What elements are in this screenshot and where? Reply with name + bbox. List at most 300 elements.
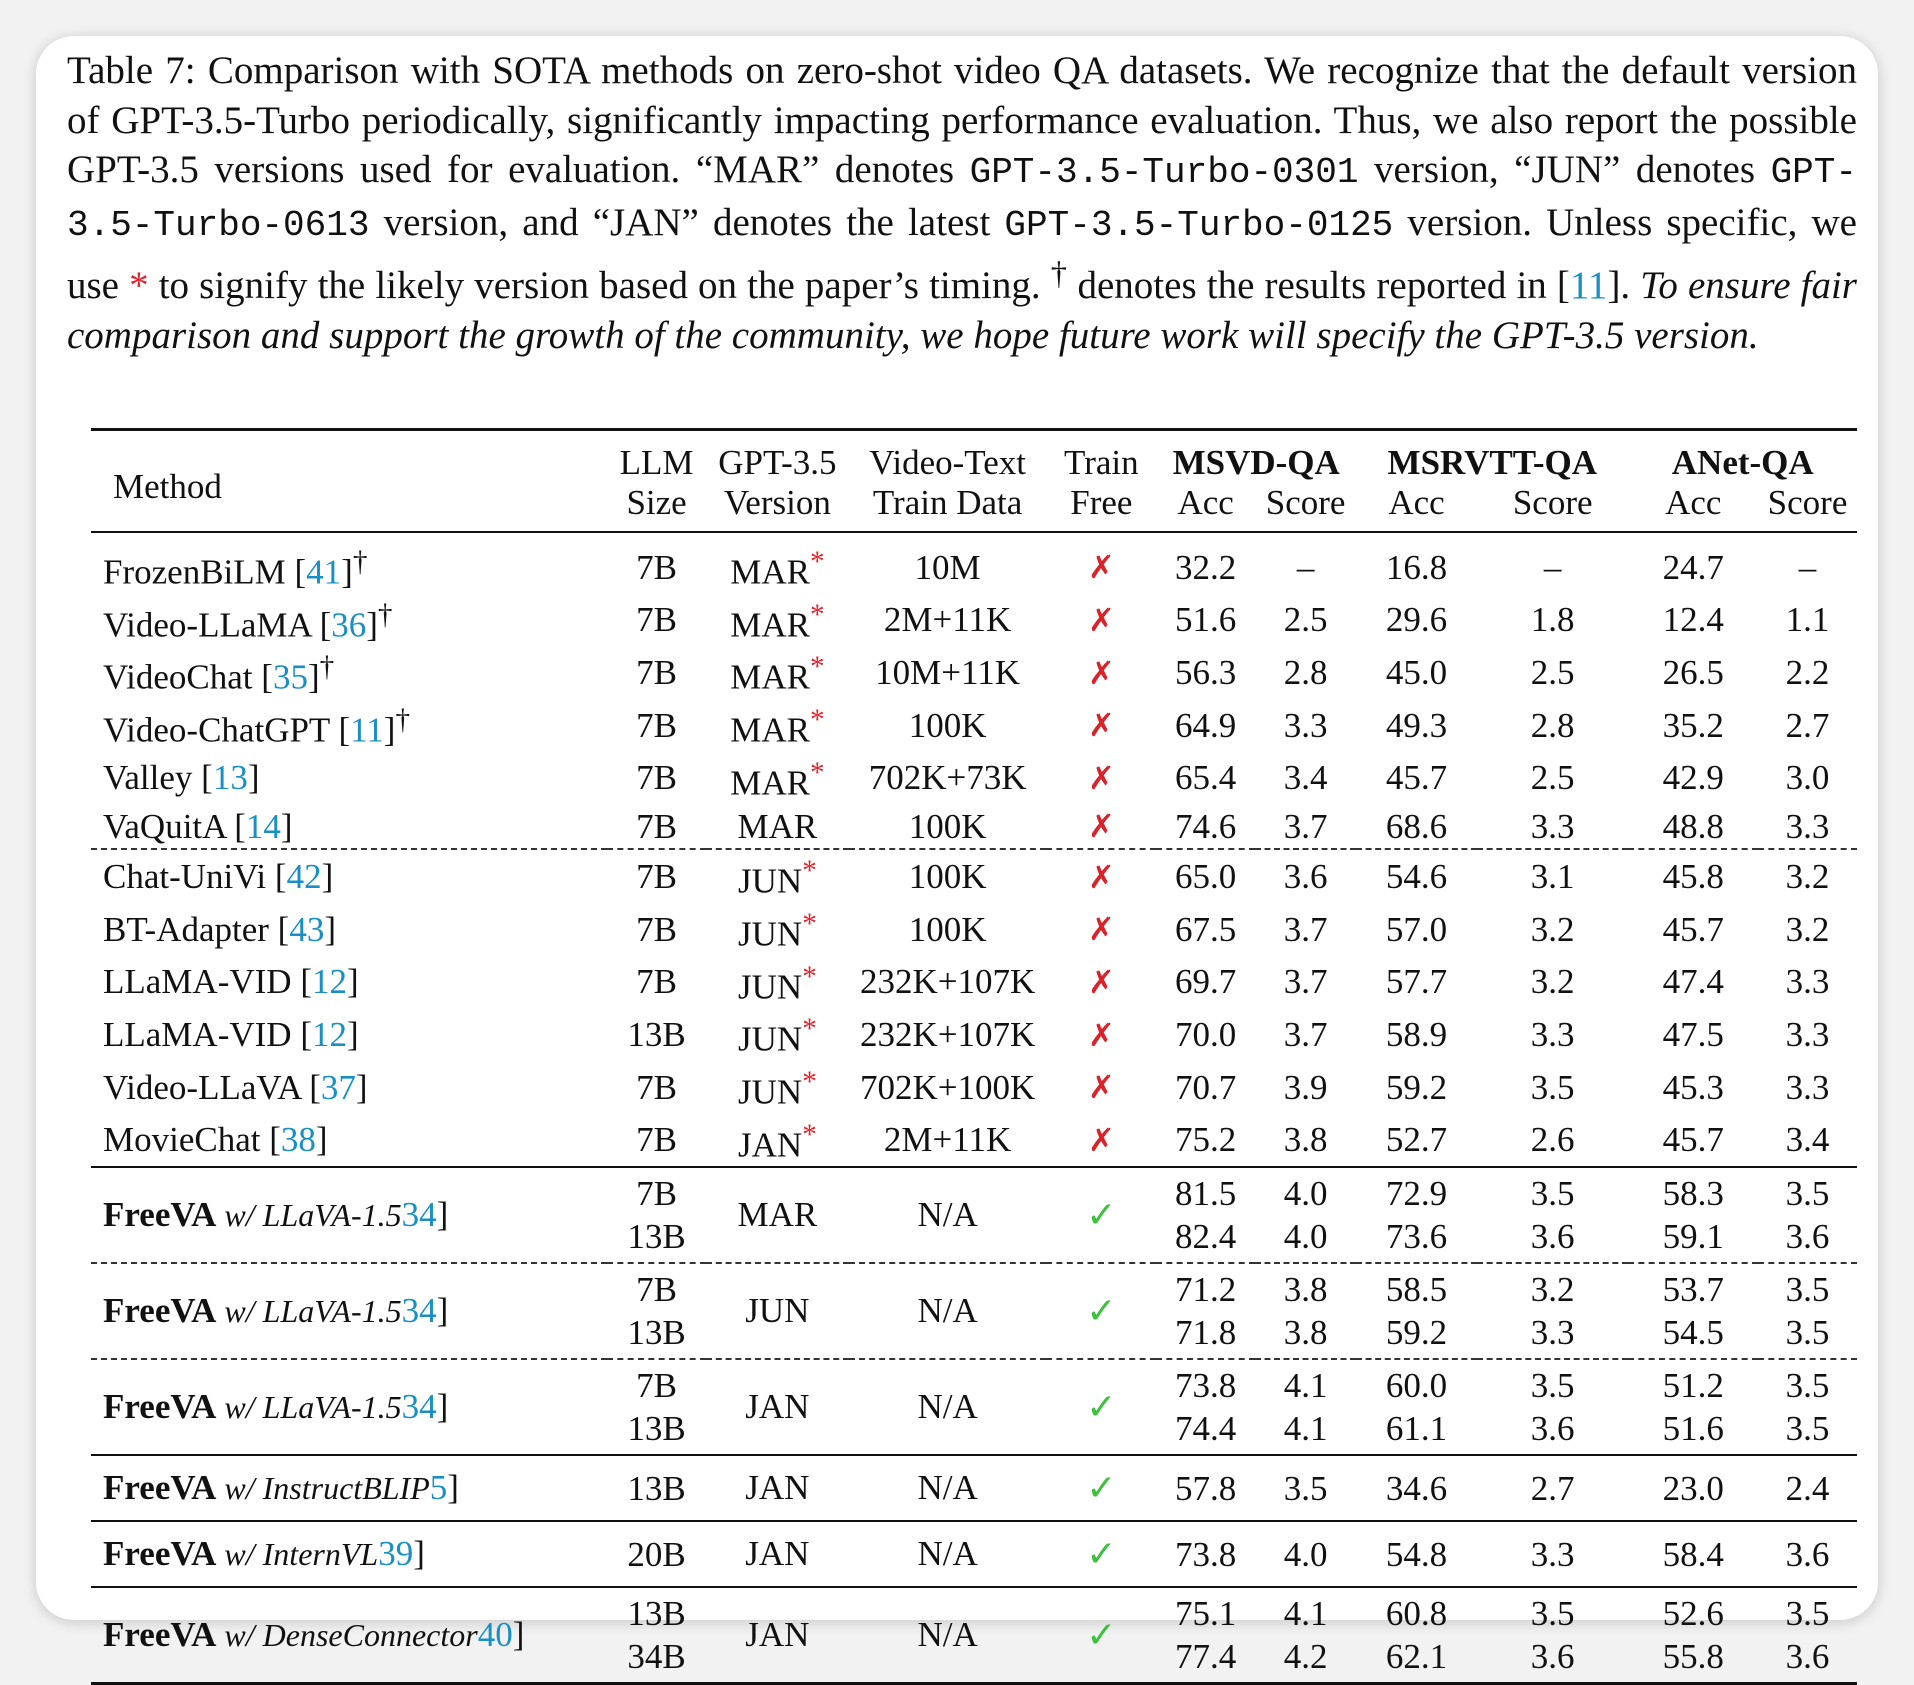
- cross-icon: ✗: [1087, 857, 1115, 896]
- method-cell: [91, 849, 607, 903]
- acc-value: 67.5: [1175, 909, 1237, 949]
- metric-value: 3.5: [1785, 1366, 1830, 1406]
- bracket: ]: [247, 758, 260, 798]
- score-value: 3.3: [1283, 705, 1328, 745]
- metric-value: 3.6: [1785, 1637, 1830, 1677]
- metric-value: 58.5: [1385, 1270, 1448, 1310]
- star-symbol: *: [802, 907, 817, 940]
- caption-text: denotes the results reported in [: [1067, 264, 1570, 307]
- size-value: 7B: [636, 1174, 678, 1214]
- metric-value: 61.1: [1385, 1409, 1448, 1449]
- train-free-cell: [1046, 1008, 1156, 1061]
- train-free-cell: [1046, 1167, 1156, 1263]
- metric-value: 3.6: [1530, 1637, 1575, 1677]
- version-label: MAR: [730, 710, 810, 750]
- citation-link[interactable]: 42: [286, 857, 322, 897]
- acc-value: 70.0: [1175, 1015, 1237, 1055]
- acc-value: 26.5: [1662, 653, 1724, 693]
- bracket: ]: [307, 657, 320, 697]
- acc-value: 56.3: [1175, 653, 1237, 693]
- version-label: JUN: [738, 1072, 803, 1112]
- score-value: [1255, 1263, 1356, 1359]
- cross-icon: ✗: [1087, 962, 1115, 1001]
- bracket: ]: [413, 1534, 425, 1574]
- acc-value: 42.9: [1662, 758, 1724, 798]
- metric-value: 81.5: [1175, 1174, 1237, 1214]
- method-name: BT-Adapter: [103, 909, 278, 949]
- score-value: [1758, 1263, 1857, 1359]
- method-name: LLaMA-VID: [103, 962, 301, 1002]
- train-data: 702K+73K: [868, 758, 1027, 798]
- star-symbol: *: [802, 1065, 817, 1098]
- metric-value: 59.1: [1662, 1217, 1724, 1257]
- train-data: 2M+11K: [883, 600, 1012, 640]
- llm-size: 7B: [636, 547, 678, 587]
- citation-link[interactable]: 39: [378, 1534, 414, 1574]
- score-value: [1477, 1359, 1629, 1455]
- score-value: 3.3: [1785, 1015, 1830, 1055]
- metric-value: 51.6: [1662, 1409, 1724, 1449]
- acc-value: 74.6: [1175, 806, 1237, 846]
- table-row: [91, 1061, 1857, 1114]
- check-icon: ✓: [1086, 1386, 1117, 1428]
- dagger-symbol: †: [1050, 256, 1068, 292]
- method-cell: [91, 594, 607, 647]
- cross-icon: ✗: [1087, 1068, 1115, 1107]
- metric-value: 54.8: [1385, 1534, 1448, 1574]
- method-cell: [91, 804, 607, 849]
- bracket: [: [309, 1067, 321, 1107]
- acc-value: 45.7: [1662, 1120, 1724, 1160]
- star-symbol: *: [129, 264, 149, 307]
- version-label: JUN: [738, 914, 803, 954]
- star-symbol: *: [809, 756, 825, 789]
- metric-value: 4.2: [1283, 1637, 1328, 1677]
- method-with: w/ LLaVA-1.5: [216, 1293, 402, 1330]
- llm-size: 7B: [636, 705, 678, 745]
- gpt-version: MAR: [706, 1167, 849, 1263]
- cross-icon: ✗: [1087, 653, 1115, 692]
- acc-value: 54.6: [1356, 849, 1477, 903]
- cross-icon: ✗: [1087, 910, 1115, 949]
- metric-value: 3.8: [1283, 1270, 1328, 1310]
- gpt-version: JAN: [706, 1521, 849, 1587]
- cross-icon: ✗: [1087, 548, 1115, 587]
- metric-value: 71.8: [1175, 1313, 1237, 1353]
- header-acc: Acc: [1665, 483, 1722, 522]
- train-data: 2M+11K: [883, 1120, 1012, 1160]
- score-value: [1255, 1521, 1356, 1587]
- score-value: 2.5: [1530, 653, 1575, 693]
- method-name: FreeVA: [103, 1468, 217, 1508]
- llm-size: [607, 1521, 706, 1587]
- train-data: N/A: [849, 1167, 1047, 1263]
- train-free-cell: [1046, 1455, 1156, 1521]
- acc-value: [1356, 1167, 1477, 1263]
- score-value: 2.8: [1530, 705, 1575, 745]
- header-msrvtt: MSRVTT-QA: [1387, 443, 1597, 482]
- method-name: Video-LLaVA: [103, 1067, 310, 1107]
- method-with: w/ LLaVA-1.5: [216, 1389, 402, 1426]
- gpt-version: JUN: [706, 1263, 849, 1359]
- method-cell: [91, 956, 607, 1009]
- check-icon: ✓: [1086, 1614, 1117, 1656]
- score-value: [1255, 1359, 1356, 1455]
- table-row: [91, 646, 1857, 699]
- gpt-version: [706, 903, 849, 956]
- acc-value: 35.2: [1662, 705, 1724, 745]
- train-free-cell: [1046, 1263, 1156, 1359]
- gpt-version: [706, 752, 849, 805]
- train-data: 10M: [914, 547, 981, 587]
- score-value: –: [1798, 547, 1817, 587]
- gpt-version: [706, 1061, 849, 1114]
- llm-size: [607, 1587, 706, 1684]
- train-data: N/A: [849, 1455, 1047, 1521]
- acc-value: 12.4: [1662, 600, 1724, 640]
- bracket: [: [338, 710, 351, 750]
- table-row: [91, 594, 1857, 647]
- citation-link[interactable]: 41: [306, 552, 342, 592]
- citation-link[interactable]: 12: [311, 962, 347, 1002]
- size-value: 13B: [627, 1409, 686, 1449]
- bracket: [: [234, 806, 246, 846]
- train-free-cell: [1046, 1114, 1156, 1168]
- score-value: [1758, 1521, 1857, 1587]
- table-row: [91, 1587, 1857, 1684]
- score-value: 3.2: [1530, 962, 1575, 1002]
- method-name: FreeVA: [103, 1615, 217, 1655]
- score-value: [1758, 1455, 1857, 1521]
- acc-value: 52.7: [1385, 1120, 1448, 1160]
- score-value: 3.2: [1758, 849, 1857, 903]
- table-row: [91, 903, 1857, 956]
- citation-link[interactable]: 5: [429, 1468, 448, 1508]
- star-symbol: *: [802, 1013, 817, 1046]
- size-value: 13B: [627, 1217, 686, 1257]
- score-value: 2.6: [1530, 1120, 1575, 1160]
- acc-value: 45.7: [1385, 758, 1448, 798]
- metric-value: 4.0: [1283, 1174, 1328, 1214]
- metric-value: 3.5: [1785, 1174, 1830, 1214]
- acc-value: 57.0: [1385, 909, 1448, 949]
- method-name: Valley: [103, 758, 202, 798]
- header-video-text: Video-Text: [869, 443, 1026, 482]
- metric-value: 77.4: [1175, 1637, 1237, 1677]
- score-value: 3.3: [1785, 806, 1830, 846]
- bracket: ]: [280, 806, 293, 846]
- metric-value: 3.3: [1530, 1313, 1575, 1353]
- bracket: [: [269, 1120, 281, 1160]
- header-score: Score: [1512, 483, 1593, 522]
- citation-link[interactable]: 37: [320, 1067, 356, 1107]
- train-data: 232K+107K: [859, 962, 1036, 1002]
- star-symbol: *: [809, 546, 825, 578]
- score-value: 3.5: [1530, 1067, 1575, 1107]
- citation-link[interactable]: 40: [477, 1615, 513, 1655]
- acc-value: 48.8: [1662, 806, 1724, 846]
- header-gpt: GPT-3.5: [718, 443, 837, 482]
- score-value: 2.7: [1785, 705, 1830, 745]
- table-row: [91, 1114, 1857, 1168]
- acc-value: 16.8: [1385, 547, 1448, 587]
- bracket: [: [294, 552, 307, 592]
- caption-code: GPT-3.5-Turbo-0125: [1004, 204, 1394, 246]
- caption-text: version, and “JAN” denotes the latest: [369, 200, 1005, 244]
- score-value: 3.3: [1785, 962, 1830, 1002]
- metric-value: 34.6: [1385, 1468, 1448, 1508]
- sota-rows: [91, 532, 1857, 1167]
- citation-link[interactable]: 34: [401, 1291, 437, 1331]
- method-name: FrozenBiLM: [103, 552, 295, 592]
- score-value: 3.2: [1530, 909, 1575, 949]
- metric-value: 3.5: [1785, 1594, 1830, 1634]
- citation-link[interactable]: 34: [401, 1387, 437, 1427]
- metric-value: 3.6: [1785, 1534, 1830, 1574]
- acc-value: [1628, 1359, 1758, 1455]
- dagger-symbol: †: [319, 651, 335, 684]
- train-data: N/A: [849, 1359, 1047, 1455]
- bracket: ]: [366, 605, 378, 645]
- acc-value: 29.6: [1385, 600, 1448, 640]
- header-acc: Acc: [1388, 483, 1445, 522]
- acc-value: 70.7: [1175, 1067, 1237, 1107]
- train-free-cell: [1046, 646, 1156, 699]
- method-name: LLaMA-VID: [103, 1015, 301, 1055]
- bracket: ]: [321, 857, 334, 897]
- acc-value: 47.4: [1662, 962, 1724, 1002]
- llm-size: 7B: [636, 909, 678, 949]
- metric-value: 3.6: [1785, 1217, 1830, 1257]
- table-row: [91, 752, 1857, 805]
- bracket: ]: [341, 552, 353, 592]
- metric-value: 4.1: [1283, 1366, 1328, 1406]
- gpt-version: [706, 1008, 849, 1061]
- llm-size: 7B: [607, 849, 706, 903]
- cross-icon: ✗: [1087, 706, 1115, 745]
- header-size: Size: [626, 483, 687, 522]
- train-free-cell: [1046, 956, 1156, 1009]
- score-value: –: [1543, 547, 1562, 587]
- citation-link[interactable]: 12: [311, 1015, 347, 1055]
- acc-value: [1356, 1359, 1477, 1455]
- train-free-cell: [1046, 594, 1156, 647]
- method-cell: [91, 532, 607, 594]
- score-value: 3.3: [1530, 1015, 1575, 1055]
- bracket: ]: [383, 710, 396, 750]
- bracket: [: [277, 909, 290, 949]
- score-value: [1255, 1587, 1356, 1684]
- caption-code: GPT-3.5-Turbo-0613: [67, 152, 1857, 246]
- method-cell: [91, 903, 607, 956]
- metric-value: 3.6: [1530, 1409, 1575, 1449]
- table-row: [91, 956, 1857, 1009]
- metric-value: 4.0: [1283, 1534, 1328, 1574]
- score-value: 1.1: [1785, 600, 1830, 640]
- metric-value: 3.5: [1785, 1270, 1830, 1310]
- citation-link[interactable]: 11: [1569, 264, 1608, 307]
- method-cell: [91, 1114, 607, 1168]
- acc-value: 45.0: [1385, 653, 1448, 693]
- score-value: 3.2: [1785, 909, 1830, 949]
- method-name: MovieChat: [103, 1120, 270, 1160]
- score-value: 2.2: [1785, 653, 1830, 693]
- metric-value: 52.6: [1662, 1594, 1724, 1634]
- metric-value: 72.9: [1385, 1174, 1448, 1214]
- cross-icon: ✗: [1087, 758, 1115, 797]
- acc-value: 47.5: [1662, 1015, 1724, 1055]
- bracket: ]: [315, 1120, 328, 1160]
- header-train-data: Train Data: [872, 483, 1023, 522]
- version-label: MAR: [737, 806, 818, 846]
- check-icon: ✓: [1086, 1467, 1117, 1509]
- table-row: [91, 1359, 1857, 1455]
- caption-italic: To ensure fair comparison and support the growth of the community, we hope future work will specify the GPT-3.5 version.: [67, 264, 1857, 357]
- star-symbol: *: [809, 703, 825, 736]
- acc-value: [1628, 1455, 1758, 1521]
- method-cell: [91, 1008, 607, 1061]
- score-value: 2.5: [1530, 758, 1575, 798]
- score-value: 2.5: [1283, 600, 1328, 640]
- bracket: ]: [447, 1468, 459, 1508]
- train-free-cell: [1046, 849, 1156, 903]
- size-value: 7B: [636, 1366, 678, 1406]
- acc-value: [1356, 1521, 1477, 1587]
- header-version: Version: [723, 483, 831, 522]
- score-value: 3.7: [1283, 1015, 1328, 1055]
- metric-value: 53.7: [1662, 1270, 1724, 1310]
- cross-icon: ✗: [1087, 1120, 1115, 1159]
- method-cell: [91, 1167, 607, 1263]
- train-data: 100K: [908, 909, 987, 949]
- acc-value: [1628, 1521, 1758, 1587]
- acc-value: [1156, 1521, 1255, 1587]
- check-icon: ✓: [1086, 1290, 1117, 1332]
- llm-size: 7B: [636, 962, 678, 1002]
- score-value: [1255, 1455, 1356, 1521]
- method-cell: [91, 1359, 607, 1455]
- train-data: 702K+100K: [859, 1067, 1036, 1107]
- citation-link[interactable]: 14: [245, 806, 281, 846]
- metric-value: 4.1: [1283, 1409, 1328, 1449]
- metric-value: 58.3: [1662, 1174, 1724, 1214]
- llm-size: [607, 1455, 706, 1521]
- bracket: [: [319, 605, 332, 645]
- metric-value: 3.5: [1785, 1409, 1830, 1449]
- score-value: 3.7: [1283, 962, 1328, 1002]
- metric-value: 4.1: [1283, 1594, 1328, 1634]
- llm-size: [607, 1359, 706, 1455]
- method-cell: [91, 1521, 607, 1587]
- table-caption: [67, 46, 1857, 360]
- score-value: –: [1296, 547, 1315, 587]
- train-data: N/A: [849, 1521, 1047, 1587]
- header-score: Score: [1265, 483, 1346, 522]
- size-value: 13B: [627, 1468, 686, 1508]
- version-label: MAR: [730, 657, 810, 697]
- bracket: [: [300, 962, 312, 1002]
- llm-size: 13B: [627, 1015, 686, 1055]
- llm-size: 7B: [636, 758, 678, 798]
- dagger-symbol: †: [377, 598, 393, 631]
- bracket: ]: [512, 1615, 525, 1655]
- acc-value: 65.4: [1175, 758, 1237, 798]
- gpt-version: [706, 532, 849, 594]
- metric-value: 3.6: [1530, 1217, 1575, 1257]
- method-name: FreeVA: [103, 1291, 217, 1331]
- citation-link[interactable]: 11: [350, 710, 384, 750]
- metric-value: 3.5: [1283, 1468, 1328, 1508]
- metric-value: 82.4: [1175, 1217, 1237, 1257]
- version-label: JUN: [738, 861, 803, 901]
- metric-value: 3.5: [1785, 1313, 1830, 1353]
- cross-icon: ✗: [1087, 1015, 1115, 1054]
- train-free-cell: [1046, 903, 1156, 956]
- gpt-version: JAN: [706, 1587, 849, 1684]
- table-row: [91, 1263, 1857, 1359]
- acc-value: 45.3: [1662, 1067, 1724, 1107]
- score-value: [1477, 1167, 1629, 1263]
- citation-link[interactable]: 38: [280, 1120, 316, 1160]
- acc-value: [1156, 1455, 1255, 1521]
- method-name: FreeVA: [103, 1534, 217, 1574]
- cross-icon: ✗: [1087, 600, 1115, 639]
- gpt-version: [706, 594, 849, 647]
- citation-link[interactable]: 43: [289, 909, 325, 949]
- gpt-version: [706, 1114, 849, 1168]
- acc-value: 57.7: [1385, 962, 1448, 1002]
- score-value: [1477, 1455, 1629, 1521]
- score-value: 3.9: [1283, 1067, 1328, 1107]
- llm-size: 7B: [636, 806, 678, 846]
- star-symbol: *: [802, 1118, 817, 1151]
- acc-value: [1356, 1455, 1477, 1521]
- llm-size: 7B: [636, 1120, 678, 1160]
- train-data: 100K: [849, 849, 1047, 903]
- metric-value: 3.5: [1530, 1174, 1575, 1214]
- method-cell: [91, 1263, 607, 1359]
- acc-value: 24.7: [1662, 547, 1724, 587]
- citation-link[interactable]: 13: [212, 758, 248, 798]
- bracket: [: [261, 657, 273, 697]
- star-symbol: *: [802, 855, 817, 888]
- metric-value: 54.5: [1662, 1313, 1724, 1353]
- gpt-version: [706, 646, 849, 699]
- score-value: [1758, 1359, 1857, 1455]
- gpt-version: [706, 849, 849, 903]
- acc-value: 45.7: [1662, 909, 1724, 949]
- metric-value: 3.2: [1530, 1270, 1575, 1310]
- star-symbol: *: [802, 960, 817, 993]
- bracket: [: [201, 758, 213, 798]
- version-label: JUN: [738, 967, 803, 1007]
- comparison-table: [91, 428, 1857, 1685]
- metric-value: 2.4: [1785, 1468, 1830, 1508]
- header-anet: ANet-QA: [1671, 443, 1814, 482]
- table-row: [91, 1008, 1857, 1061]
- table-row: [91, 1167, 1857, 1263]
- acc-value: [1628, 1167, 1758, 1263]
- method-cell: [91, 1061, 607, 1114]
- header-llm: LLM: [619, 443, 694, 482]
- metric-value: 3.5: [1530, 1366, 1575, 1406]
- header-acc: Acc: [1177, 483, 1234, 522]
- star-symbol: *: [809, 651, 825, 684]
- citation-link[interactable]: 35: [272, 657, 308, 697]
- citation-link[interactable]: 34: [401, 1195, 437, 1235]
- citation-link[interactable]: 36: [331, 605, 367, 645]
- method-with: w/ InstructBLIP: [216, 1470, 430, 1507]
